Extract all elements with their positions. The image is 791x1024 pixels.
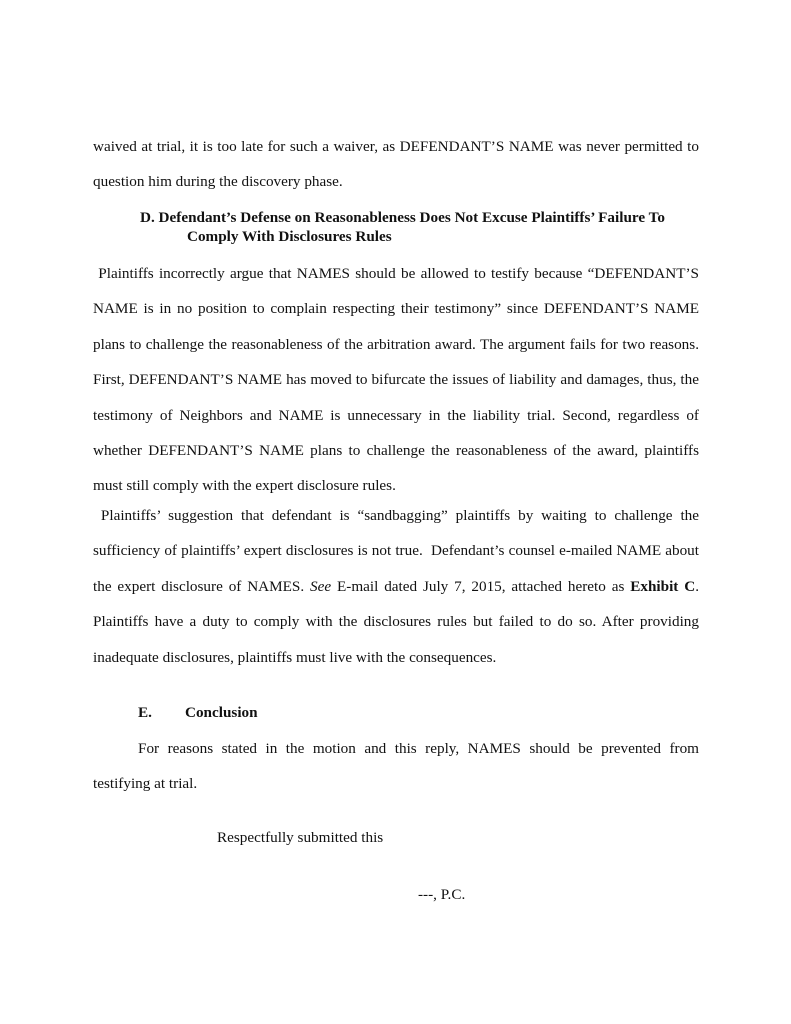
section-e-number: E. bbox=[138, 704, 152, 721]
firm-signature: ---, P.C. bbox=[418, 886, 466, 903]
exhibit-reference: Exhibit C bbox=[630, 577, 696, 595]
continuation-paragraph: waived at trial, it is too late for such a waiver, as DEFENDANT’S NAME was never permitted to question him during the discovery phase. bbox=[93, 138, 699, 191]
section-d-heading-line1: D. Defendant’s Defense on Reasonableness Does Not Excuse Plaintiffs’ Failure To bbox=[140, 209, 665, 226]
section-d-paragraph-1: Plaintiffs incorrectly argue that NAMES should be allowed to testify because “DEFENDANT’S NAME is in no position to complain respecting their testimony” since DEFENDANT’S NAME plans to challenge the reasonableness of the arbitration award. The argument fails for two reasons. First, DEFENDANT’S NAME has moved to bifurcate the issues of liability and damages, thus, the testimony of Neighbors and NAME is unnecessary in the liability trial. Second, regardless of whether DEFENDANT’S NAME plans to challenge the reasonableness of the award, plaintiffs must still comply with the expert disclosure rules. bbox=[93, 265, 703, 495]
section-d-heading-line2: Comply With Disclosures Rules bbox=[187, 228, 392, 245]
signoff-line: Respectfully submitted this bbox=[217, 829, 384, 846]
section-d-paragraph-2-text-a: Plaintiffs’ suggestion that defendant is “sandbagging” plaintiffs by waiting to challenge the sufficiency of plaintiffs’ expert disclosures is not true. Defendant’s counsel e-mailed NAME about the expert disclosure of NAMES. bbox=[93, 507, 703, 595]
conclusion-paragraph: For reasons stated in the motion and this reply, NAMES should be prevented from testifying at trial. bbox=[93, 740, 699, 793]
see-signal: See bbox=[310, 577, 332, 595]
section-d-paragraph-2-text-b: E-mail dated July 7, 2015, attached hereto as bbox=[331, 577, 631, 595]
section-d-paragraph-2 bbox=[93, 498, 703, 675]
section-e-title: Conclusion bbox=[185, 704, 258, 721]
section-d-paragraph-2-text-c: . Plaintiffs have a duty to comply with the disclosures rules but failed to do so. After providing inadequate disclosures, plaintiffs must live with the consequences. bbox=[93, 577, 703, 666]
section-d-heading bbox=[140, 208, 700, 246]
section-e-heading bbox=[138, 703, 258, 723]
